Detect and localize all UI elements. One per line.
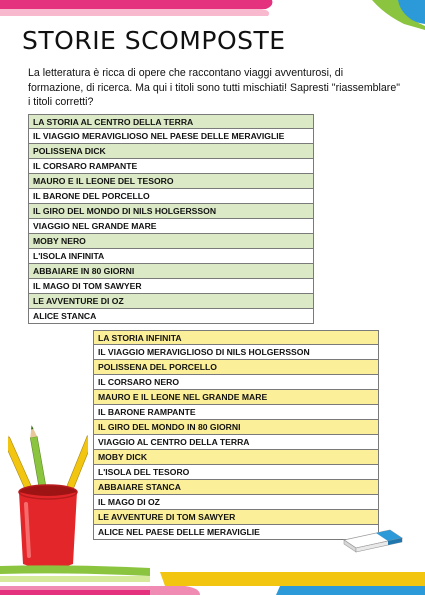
- intro-text: La letteratura è ricca di opere che raccontano viaggi avventurosi, di formazione, di ricerca. Ma qui i titoli sono tutti mischiati! Sapresti "riassemblare" i titoli corretti?: [28, 67, 400, 108]
- correct-title-item: IL MAGO DI OZ: [93, 495, 379, 510]
- correct-title-item: ABBAIARE STANCA: [93, 480, 379, 495]
- mixed-title-item: ABBAIARE IN 80 GIORNI: [28, 264, 314, 279]
- correct-title-item: IL CORSARO NERO: [93, 375, 379, 390]
- mixed-title-item: LA STORIA AL CENTRO DELLA TERRA: [28, 114, 314, 129]
- mixed-titles-list: [28, 114, 314, 324]
- correct-title-item: MAURO E IL LEONE NEL GRANDE MARE: [93, 390, 379, 405]
- correct-title-item: MOBY DICK: [93, 450, 379, 465]
- mixed-title-item: VIAGGIO NEL GRANDE MARE: [28, 219, 314, 234]
- correct-title-item: IL VIAGGIO MERAVIGLIOSO DI NILS HOLGERSSON: [93, 345, 379, 360]
- mixed-title-item: IL CORSARO RAMPANTE: [28, 159, 314, 174]
- pencil-cup-icon: [8, 424, 88, 574]
- correct-titles-list: [93, 330, 379, 540]
- page-title: STORIE SCOMPOSTE: [22, 26, 286, 55]
- mixed-title-item: POLISSENA DICK: [28, 144, 314, 159]
- correct-title-item: LE AVVENTURE DI TOM SAWYER: [93, 510, 379, 525]
- mixed-title-item: IL VIAGGIO MERAVIGLIOSO NEL PAESE DELLE MERAVIGLIE: [28, 129, 314, 144]
- mixed-title-item: MOBY NERO: [28, 234, 314, 249]
- correct-title-item: IL BARONE RAMPANTE: [93, 405, 379, 420]
- correct-title-item: LA STORIA INFINITA: [93, 330, 379, 345]
- mixed-title-item: ALICE STANCA: [28, 309, 314, 324]
- mixed-title-item: IL MAGO DI TOM SAWYER: [28, 279, 314, 294]
- correct-title-item: IL GIRO DEL MONDO IN 80 GIORNI: [93, 420, 379, 435]
- mixed-title-item: IL GIRO DEL MONDO DI NILS HOLGERSSON: [28, 204, 314, 219]
- mixed-title-item: L'ISOLA INFINITA: [28, 249, 314, 264]
- mixed-title-item: LE AVVENTURE DI OZ: [28, 294, 314, 309]
- mixed-title-item: MAURO E IL LEONE DEL TESORO: [28, 174, 314, 189]
- bottom-decoration: [0, 562, 425, 595]
- mixed-title-item: IL BARONE DEL PORCELLO: [28, 189, 314, 204]
- correct-title-item: VIAGGIO AL CENTRO DELLA TERRA: [93, 435, 379, 450]
- eraser-icon: [340, 526, 410, 554]
- correct-title-item: POLISSENA DEL PORCELLO: [93, 360, 379, 375]
- correct-title-item: ALICE NEL PAESE DELLE MERAVIGLIE: [93, 525, 379, 540]
- correct-title-item: L'ISOLA DEL TESORO: [93, 465, 379, 480]
